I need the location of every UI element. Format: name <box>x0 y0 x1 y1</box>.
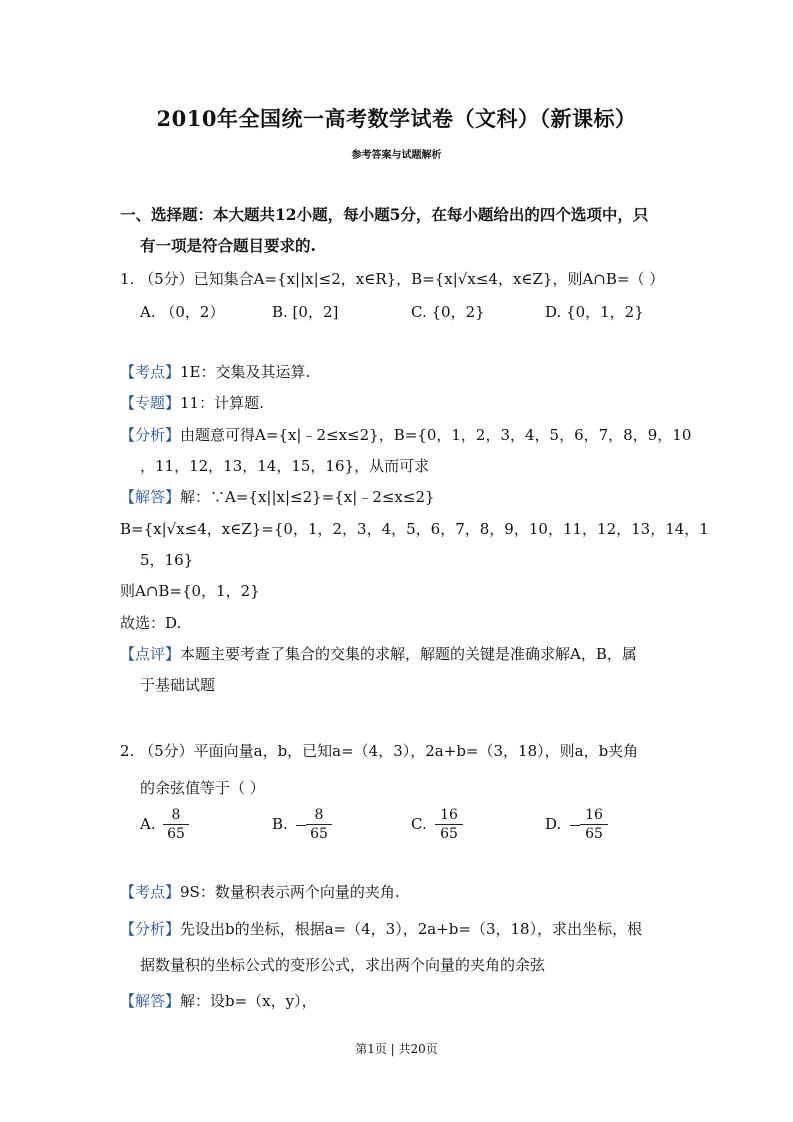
kaodian-tag: 【考点】 <box>120 883 181 901</box>
kaodian-tag: 【考点】 <box>120 363 181 381</box>
q1-fenxi <box>120 425 691 445</box>
zhuanti-text: 11：计算题. <box>180 394 264 412</box>
q1-kaodian <box>120 362 310 382</box>
q1-option-b: B. [0，2] <box>272 303 339 321</box>
q2-option-a-num: 8 <box>163 806 189 825</box>
q1-option-d: D. {0，1，2} <box>545 303 644 321</box>
q2-option-a-fraction <box>163 806 189 843</box>
jieda-text: 解：∵A={x||x|≤2}={x|﹣2≤x≤2} <box>180 488 435 506</box>
q1-option-a: A. （0，2） <box>140 303 225 321</box>
q2-fenxi <box>120 919 642 939</box>
q2-stem: 2. （5分）平面向量a，b，已知a=（4，3），2a+b=（3，18），则a，b夹角 <box>120 742 639 760</box>
page-subtitle: 参考答案与试题解析 <box>351 150 442 161</box>
q2-kaodian <box>120 882 400 902</box>
fenxi-tag: 【分析】 <box>120 920 181 938</box>
fenxi-text: 由题意可得A={x|﹣2≤x≤2}，B={0，1，2，3，4，5，6，7，8，9，10 <box>180 426 692 444</box>
q2-option-d-minus <box>570 825 580 826</box>
q2-option-c-num: 16 <box>435 806 463 825</box>
q2-option-d-den: 65 <box>585 826 603 842</box>
q2-option-c-den: 65 <box>440 826 458 842</box>
q2-option-c-fraction <box>435 806 463 843</box>
kaodian-text: 9S：数量积表示两个向量的夹角. <box>180 883 400 901</box>
q1-zhuanti <box>120 393 264 413</box>
page-title: 2010年全国统一高考数学试卷（文科）（新课标） <box>156 106 637 131</box>
q2-option-d-fraction <box>580 806 608 843</box>
jieda-tag: 【解答】 <box>120 488 181 506</box>
q1-dianping-cont: 于基础试题 <box>140 676 216 694</box>
q1-jieda-line4: 则A∩B={0，1，2} <box>120 582 260 600</box>
q1-stem: 1. （5分）已知集合A={x||x|≤2，x∈R}，B={x|√x≤4，x∈Z}，则A∩B=（ ） <box>120 270 665 288</box>
kaodian-text: 1E：交集及其运算. <box>180 363 311 381</box>
q2-option-d-num: 16 <box>580 806 608 825</box>
jieda-text: 解：设b=（x，y）， <box>180 992 317 1010</box>
q2-jieda <box>120 991 317 1011</box>
jieda-tag: 【解答】 <box>120 992 181 1010</box>
section-heading-line1: 一、选择题：本大题共12小题，每小题5分，在每小题给出的四个选项中，只 <box>120 205 649 224</box>
q2-option-b-label: B. <box>272 815 288 833</box>
q2-option-b-fraction <box>306 806 332 843</box>
dianping-text: 本题主要考查了集合的交集的求解，解题的关键是准确求解A，B，属 <box>180 645 637 663</box>
q2-option-a-den: 65 <box>167 826 185 842</box>
section-heading-line2: 有一项是符合题目要求的. <box>140 236 316 255</box>
q2-option-b-den: 65 <box>310 826 328 842</box>
q1-jieda-line5: 故选：D. <box>120 614 182 632</box>
q1-jieda-line2: B={x|√x≤4，x∈Z}={0，1，2，3，4，5，6，7，8，9，10，11，12，13，14，1 <box>120 520 709 538</box>
q2-option-b-num: 8 <box>306 806 332 825</box>
q1-jieda <box>120 487 435 507</box>
q2-option-d-label: D. <box>545 815 562 833</box>
q2-stem-cont: 的余弦值等于（ ） <box>140 779 265 797</box>
q2-option-b-minus <box>296 825 306 826</box>
q2-option-a-label: A. <box>140 815 156 833</box>
q1-fenxi-cont: ，11，12，13，14，15，16}，从而可求 <box>140 457 430 475</box>
fenxi-text: 先设出b的坐标，根据a=（4，3），2a+b=（3，18），求出坐标，根 <box>180 920 643 938</box>
fenxi-tag: 【分析】 <box>120 426 181 444</box>
dianping-tag: 【点评】 <box>120 645 181 663</box>
page-footer: 第1页 | 共20页 <box>355 1042 438 1056</box>
q2-option-c-label: C. <box>411 815 427 833</box>
zhuanti-tag: 【专题】 <box>120 394 181 412</box>
q1-dianping <box>120 644 637 664</box>
q1-jieda-line3: 5，16} <box>140 551 194 569</box>
q2-fenxi-cont: 据数量积的坐标公式的变形公式，求出两个向量的夹角的余弦 <box>140 956 546 974</box>
q1-option-c: C. {0，2} <box>411 303 485 321</box>
